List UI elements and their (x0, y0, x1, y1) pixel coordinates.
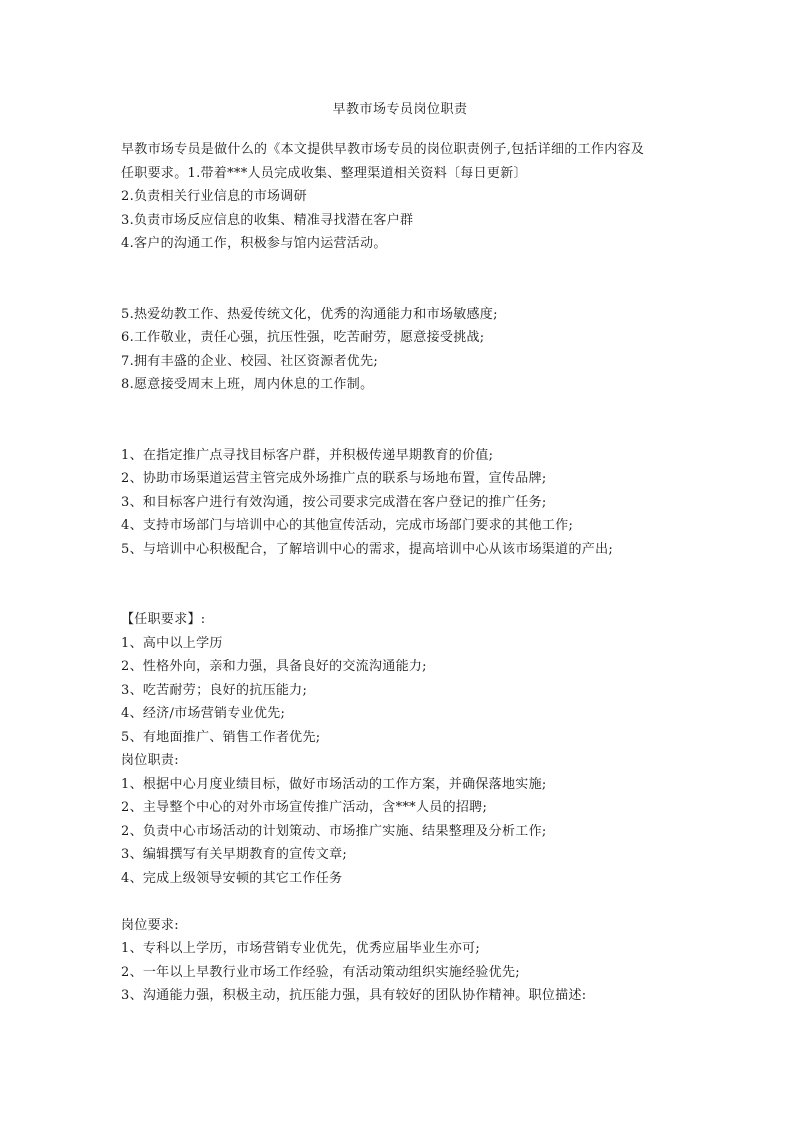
spacer (121, 890, 691, 914)
duties-heading: 岗位职责: (121, 753, 179, 768)
document-title: 早教市场专员岗位职责 (332, 102, 468, 117)
list-item: 7.拥有丰盛的企业、校园、社区资源者优先; (121, 353, 379, 369)
spacer (121, 256, 691, 303)
list-item: 2、性格外向，亲和力强，具备良好的交流沟通能力; (121, 659, 427, 674)
list-item: 2、主导整个中心的对外市场宣传推广活动，含***人员的招聘; (121, 800, 488, 815)
list-item: 3、沟通能力强，积极主动，抗压能力强，具有较好的团队协作精神。职位描述: (121, 988, 587, 1003)
list-item: 2、协助市场渠道运营主管完成外场推广点的联系与场地布置，宣传品牌; (121, 471, 547, 486)
spacer (121, 397, 691, 444)
list-item: 3、编辑撰写有关早期教育的宣传文章; (121, 847, 348, 862)
list-item: 5、有地面推广、销售工作者优先; (121, 729, 321, 745)
requirements-heading: 【任职要求】: (121, 612, 206, 627)
intro-line: 任职要求。1.带着***人员完成收集、整理渠道相关资料〔每日更新〕 (121, 165, 527, 181)
list-item: 6.工作敬业，责任心强，抗压性强，吃苦耐劳，愿意接受挑战; (121, 330, 485, 345)
list-item: 5.热爱幼教工作、热爱传统文化，优秀的沟通能力和市场敏感度; (121, 306, 498, 322)
post-requirements-heading: 岗位要求: (121, 917, 179, 933)
list-item: 3、和目标客户进行有效沟通，按公司要求完成潜在客户登记的推广任务; (121, 494, 547, 510)
intro-line: 2.负责相关行业信息的市场调研 (121, 189, 307, 204)
list-item: 2、负责中心市场活动的计划策动、市场推广实施、结果整理及分析工作; (121, 823, 547, 839)
list-item: 1、根据中心月度业绩目标，做好市场活动的工作方案，并确保落地实施; (121, 776, 547, 792)
list-item: 5、与培训中心积极配合，了解培训中心的需求，提高培训中心从该市场渠道的产出; (121, 541, 614, 557)
document-body (121, 138, 691, 1008)
intro-line: 早教市场专员是做什么的《本文提供早教市场专员的岗位职责例子,包括详细的工作内容及 (121, 142, 645, 157)
intro-line: 4.客户的沟通工作，积极参与馆内运营活动。 (121, 236, 387, 251)
list-item: 1、专科以上学历，市场营销专业优先，优秀应届毕业生亦可; (121, 941, 481, 956)
spacer (121, 561, 691, 608)
list-item: 4、支持市场部门与培训中心的其他宣传活动，完成市场部门要求的其他工作; (121, 518, 574, 533)
list-item: 4、完成上级领导安顿的其它工作任务 (121, 870, 343, 886)
list-item: 1、在指定推广点寻找目标客户群，并积极传递早期教育的价值; (121, 447, 494, 463)
list-item: 2、一年以上早教行业市场工作经验，有活动策动组织实施经验优先; (121, 964, 520, 980)
list-item: 4、经济/市场营销专业优先; (121, 706, 286, 721)
list-item: 8.愿意接受周末上班，周内休息的工作制。 (121, 377, 374, 392)
list-item: 1、高中以上学历 (121, 635, 223, 651)
list-item: 3、吃苦耐劳；良好的抗压能力; (121, 682, 308, 698)
intro-line: 3.负责市场反应信息的收集、精准寻找潜在客户群 (121, 212, 414, 228)
